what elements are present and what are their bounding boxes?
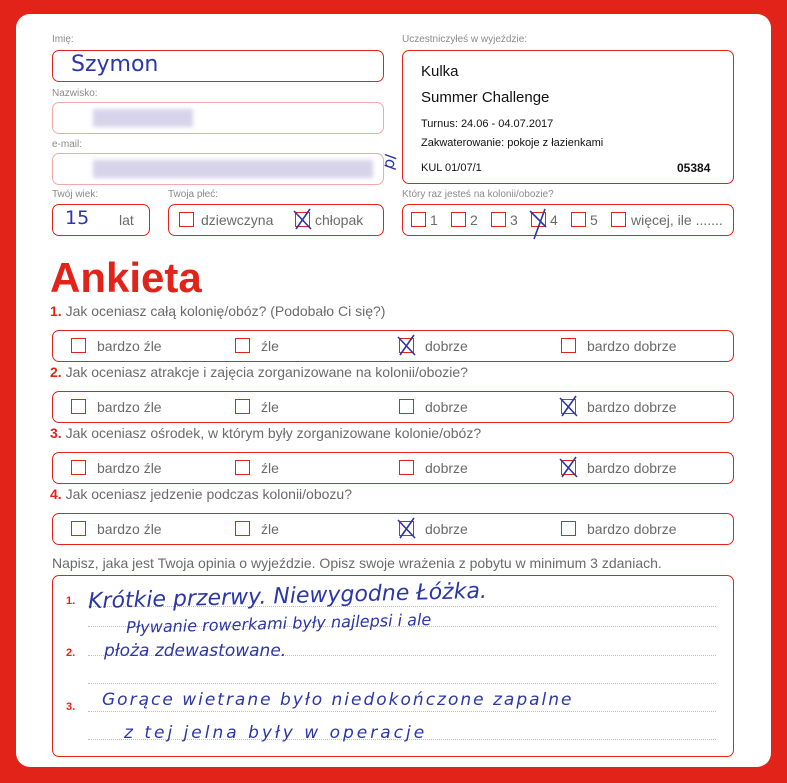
rating-checkbox[interactable] [235, 338, 250, 353]
question-text: Jak oceniasz całą kolonię/obóz? (Podobało Ci się?) [65, 303, 386, 319]
survey-sheet [16, 14, 771, 767]
rating-row-2 [52, 391, 734, 423]
rating-checkbox[interactable] [399, 338, 414, 353]
times-option-5: 5 [590, 212, 598, 228]
question-text: Jak oceniasz jedzenie podczas kolonii/obozu? [65, 486, 352, 502]
rating-checkbox[interactable] [71, 521, 86, 536]
rating-option-label: dobrze [425, 399, 468, 415]
rating-option-label: bardzo źle [97, 460, 162, 476]
line-number-2: 2. [66, 647, 76, 659]
check-mark-icon [528, 207, 550, 241]
email-field[interactable] [52, 153, 384, 185]
times-checkbox-more[interactable] [611, 212, 626, 227]
rating-option-label: źle [261, 338, 279, 354]
times-checkbox-2[interactable] [451, 212, 466, 227]
question-text: Jak oceniasz atrakcje i zajęcia zorganizowane na kolonii/obozie? [65, 364, 468, 380]
rating-option-label: dobrze [425, 521, 468, 537]
opinion-line-2: Pływanie rowerkami były najlepsi i ale [125, 610, 432, 637]
check-mark-icon [396, 333, 418, 357]
rating-checkbox[interactable] [561, 460, 576, 475]
rating-option-label: bardzo dobrze [587, 460, 677, 476]
gender-field [168, 204, 384, 236]
trip-program: Summer Challenge [421, 89, 550, 106]
rating-checkbox[interactable] [71, 338, 86, 353]
opinion-prompt: Napisz, jaka jest Twoja opinia o wyjeździe. Opisz swoje wrażenia z pobytu w minimum 3 zdaniach. [52, 555, 662, 571]
rating-checkbox[interactable] [561, 338, 576, 353]
age-value: 15 [65, 207, 90, 229]
rating-checkbox[interactable] [561, 521, 576, 536]
question-text: Jak oceniasz ośrodek, w którym były zorganizowane kolonie/obóz? [65, 425, 482, 441]
question-2 [50, 364, 468, 380]
rating-row-3 [52, 452, 734, 484]
rating-option-label: źle [261, 399, 279, 415]
times-checkbox-1[interactable] [411, 212, 426, 227]
rating-checkbox[interactable] [235, 460, 250, 475]
name-value: Szymon [71, 52, 159, 77]
rating-checkbox[interactable] [399, 521, 414, 536]
check-mark-icon [396, 516, 418, 540]
question-number: 4. [50, 486, 62, 502]
rating-option-label: bardzo dobrze [587, 521, 677, 537]
question-number: 1. [50, 303, 62, 319]
gender-checkbox-female[interactable] [179, 212, 194, 227]
rating-row-1 [52, 330, 734, 362]
line-number-1: 1. [66, 595, 76, 607]
trip-turnus: Turnus: 24.06 - 04.07.2017 [421, 118, 554, 130]
times-field [402, 204, 734, 236]
email-suffix: pl [377, 151, 401, 172]
gender-label: Twoja płeć: [168, 189, 219, 200]
rating-option-label: bardzo źle [97, 338, 162, 354]
rating-option-label: bardzo dobrze [587, 399, 677, 415]
rating-option-label: źle [261, 521, 279, 537]
check-mark-icon [292, 207, 314, 231]
times-checkbox-4[interactable] [531, 212, 546, 227]
trip-name: Kulka [421, 63, 459, 80]
surname-field[interactable] [52, 102, 384, 134]
gender-option-male: chłopak [315, 212, 364, 228]
ruled-line [88, 711, 716, 712]
rating-option-label: dobrze [425, 338, 468, 354]
rating-option-label: bardzo źle [97, 399, 162, 415]
rating-option-label: bardzo źle [97, 521, 162, 537]
line-number-3: 3. [66, 701, 76, 713]
opinion-line-1: Krótkie przerwy. Niewygodne Łóżka. [87, 578, 488, 615]
check-mark-icon [558, 394, 580, 418]
times-label: Który raz jesteś na kolonii/obozie? [402, 189, 554, 200]
times-option-3: 3 [510, 212, 518, 228]
rating-option-label: źle [261, 460, 279, 476]
email-redacted [93, 160, 373, 178]
rating-checkbox[interactable] [399, 460, 414, 475]
question-1 [50, 303, 385, 319]
gender-checkbox-male[interactable] [295, 212, 310, 227]
surname-label: Nazwisko: [52, 88, 98, 99]
trip-code: KUL 01/07/1 [421, 162, 482, 174]
question-3 [50, 425, 481, 441]
times-checkbox-5[interactable] [571, 212, 586, 227]
times-checkbox-3[interactable] [491, 212, 506, 227]
ruled-line [88, 683, 716, 684]
trip-label: Uczestniczyłeś w wyjeździe: [402, 34, 528, 45]
age-unit: lat [119, 212, 134, 228]
age-label: Twój wiek: [52, 189, 99, 200]
check-mark-icon [558, 455, 580, 479]
times-option-2: 2 [470, 212, 478, 228]
surname-redacted [93, 109, 193, 127]
trip-box [402, 50, 734, 184]
name-field[interactable] [52, 50, 384, 82]
question-4 [50, 486, 352, 502]
rating-row-4 [52, 513, 734, 545]
rating-checkbox[interactable] [561, 399, 576, 414]
opinion-line-3: płoża zdewastowane. [104, 641, 287, 661]
rating-option-label: bardzo dobrze [587, 338, 677, 354]
rating-checkbox[interactable] [235, 521, 250, 536]
email-label: e-mail: [52, 139, 83, 150]
rating-checkbox[interactable] [235, 399, 250, 414]
rating-checkbox[interactable] [71, 399, 86, 414]
opinion-line-4: Gorące wietrane było niedokończone zapalne [102, 690, 574, 710]
times-option-4: 4 [550, 212, 558, 228]
trip-accommodation: Zakwaterowanie: pokoje z łazienkami [421, 137, 604, 149]
question-number: 3. [50, 425, 62, 441]
rating-checkbox[interactable] [399, 399, 414, 414]
times-option-more: więcej, ile ....... [631, 212, 723, 228]
age-field[interactable] [52, 204, 150, 236]
trip-number: 05384 [677, 161, 711, 175]
rating-option-label: dobrze [425, 460, 468, 476]
opinion-line-5: z tej jelna były w operacje [124, 723, 428, 743]
survey-title: Ankieta [50, 254, 202, 301]
gender-option-female: dziewczyna [201, 212, 274, 228]
rating-checkbox[interactable] [71, 460, 86, 475]
times-option-1: 1 [430, 212, 438, 228]
question-number: 2. [50, 364, 62, 380]
name-label: Imię: [52, 34, 74, 45]
